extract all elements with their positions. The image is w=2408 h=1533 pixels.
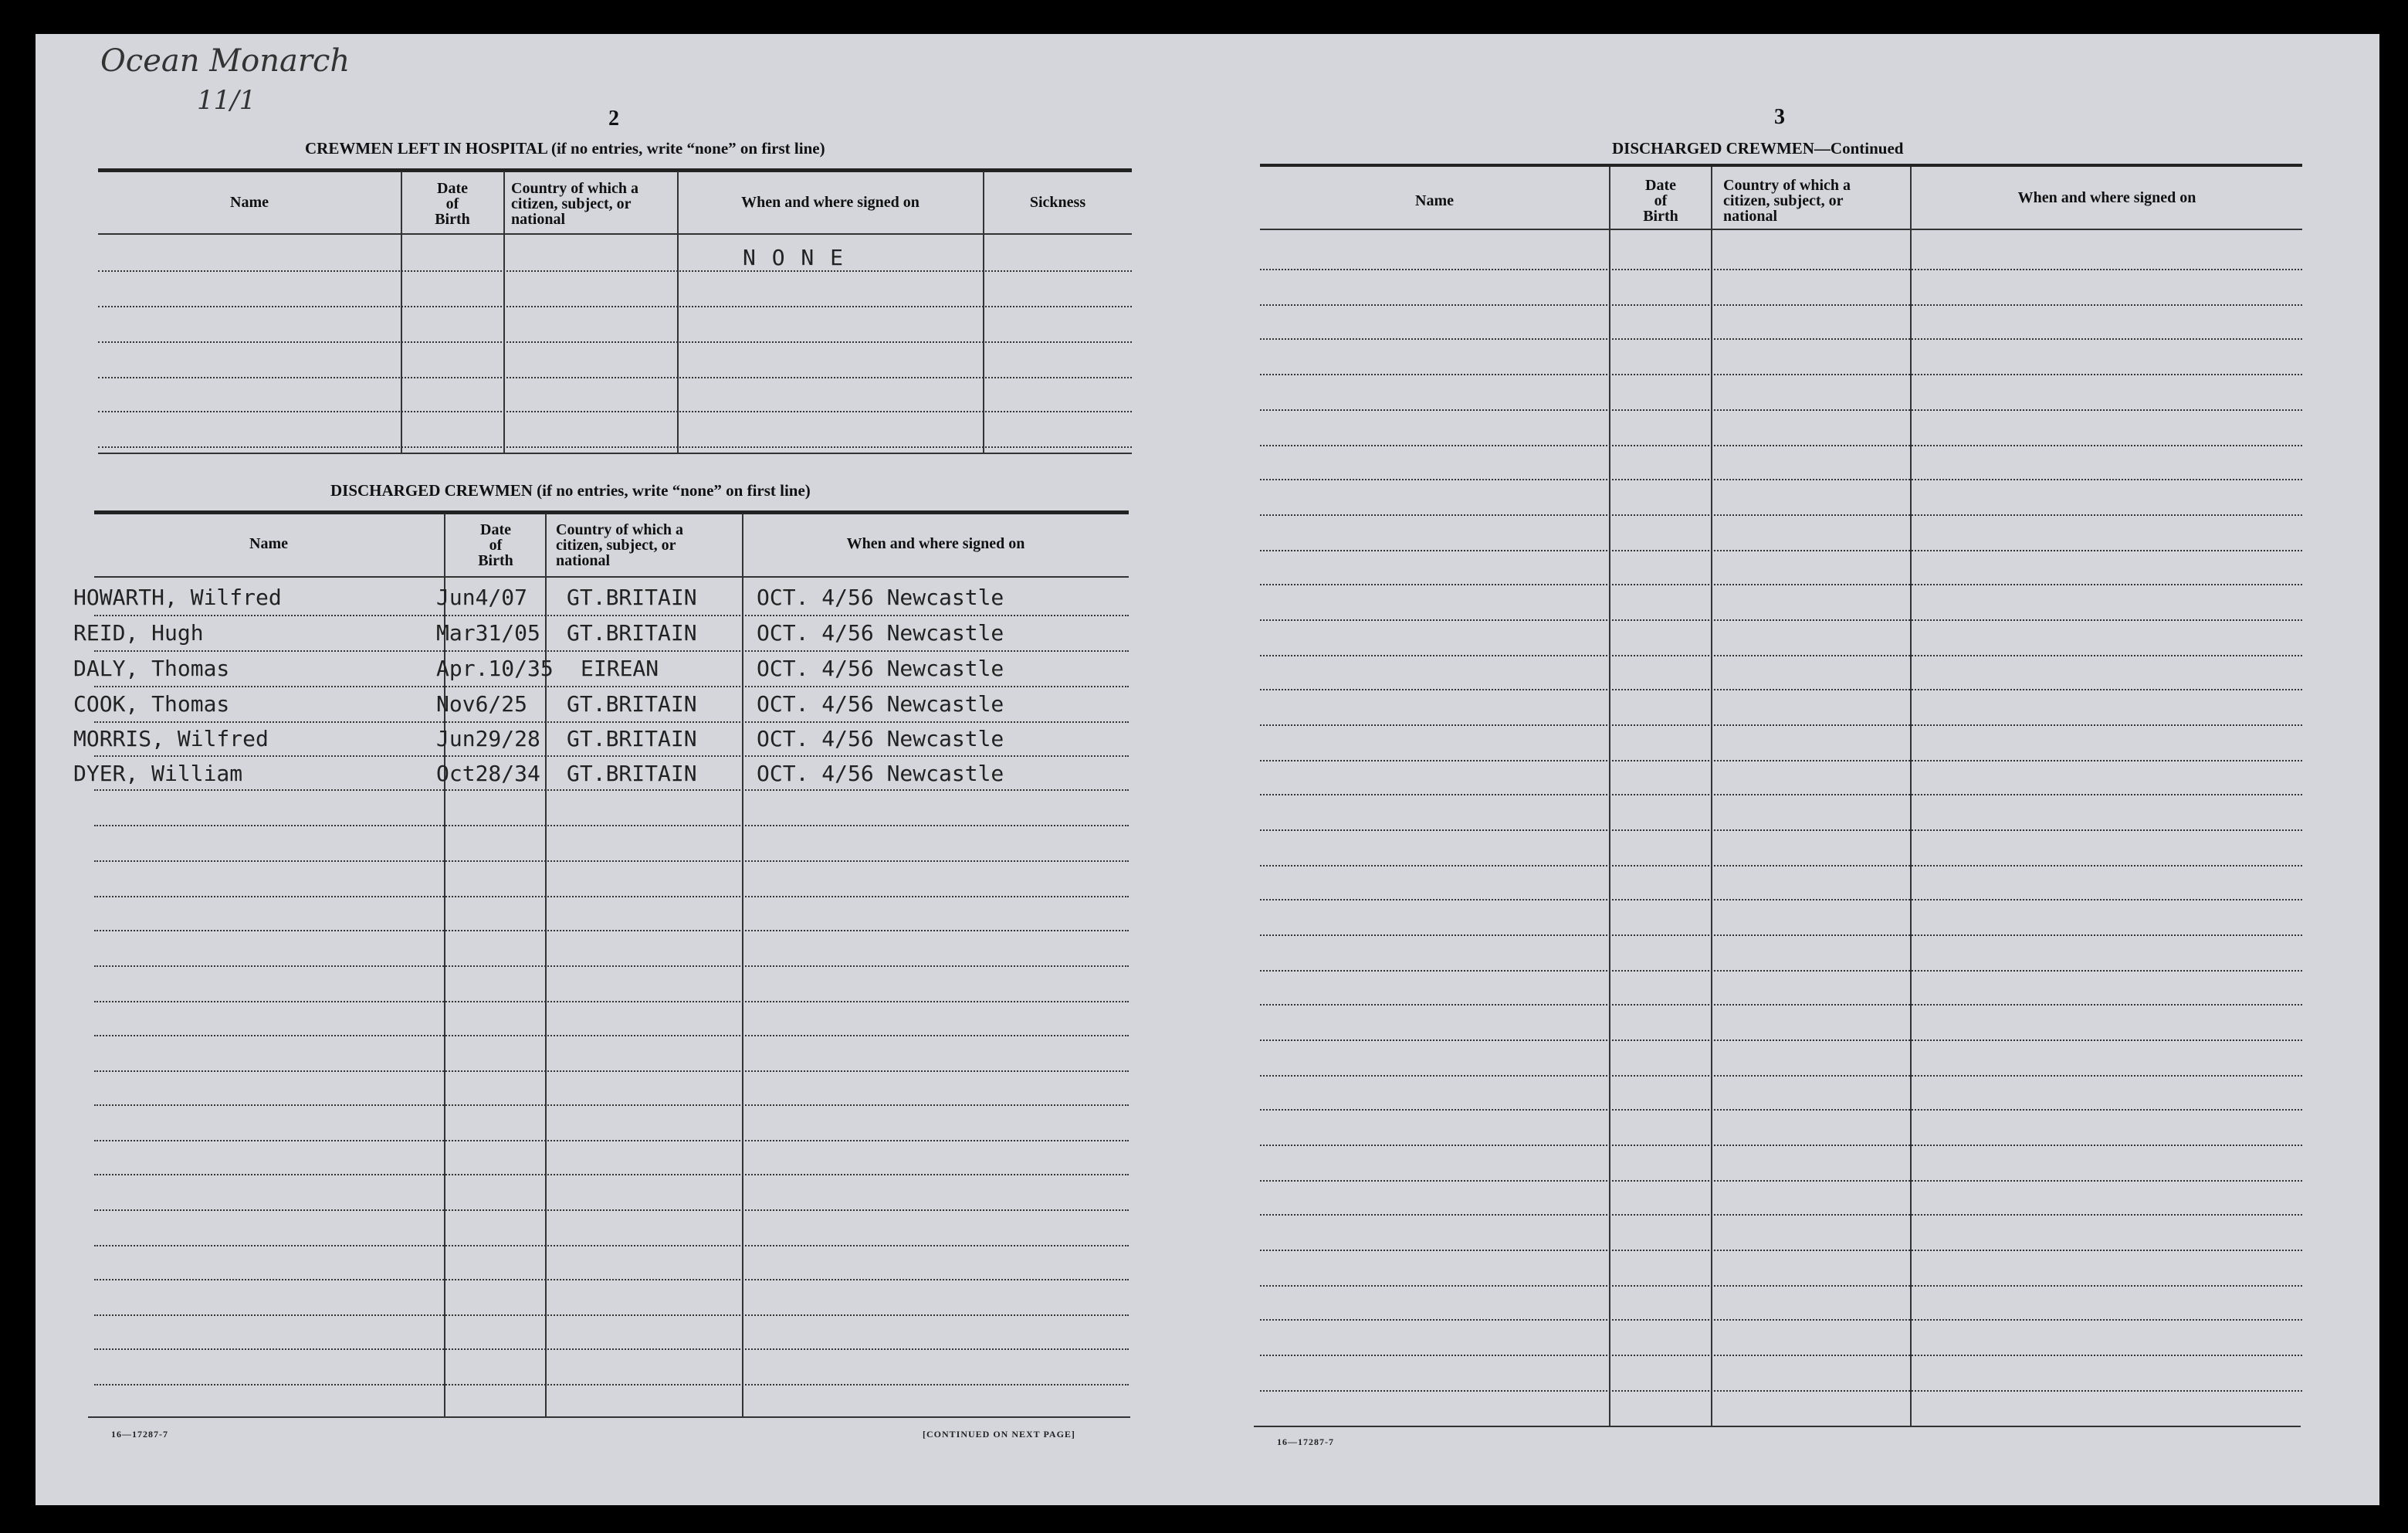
right-header-name: Name bbox=[1415, 192, 1454, 209]
discharged-dob-5: Jun29/28 bbox=[436, 726, 540, 751]
discharged-country-4: GT.BRITAIN bbox=[567, 691, 697, 717]
right-row-line bbox=[1260, 899, 2302, 900]
hospital-row-line bbox=[98, 270, 1132, 272]
hospital-row-line bbox=[98, 446, 1132, 448]
right-row-line bbox=[1260, 269, 2302, 270]
hospital-row-line bbox=[98, 341, 1132, 343]
discharged-row-line bbox=[94, 1001, 1129, 1002]
discharged-dob-6: Oct28/34 bbox=[436, 761, 540, 786]
hospital-row-line bbox=[98, 377, 1132, 378]
right-row-line bbox=[1260, 1040, 2302, 1041]
form-number-left: 16—17287-7 bbox=[111, 1429, 168, 1440]
right-row-line bbox=[1260, 584, 2302, 585]
right-row-line bbox=[1260, 1180, 2302, 1182]
right-row-line bbox=[1260, 1214, 2302, 1216]
right-row-line bbox=[1260, 1004, 2302, 1006]
right-row-line bbox=[1260, 1355, 2302, 1356]
discharged-country-3: EIREAN bbox=[581, 656, 659, 681]
discharged-row-line bbox=[94, 1140, 1129, 1141]
right-row-line bbox=[1260, 619, 2302, 621]
hospital-bottom-rule bbox=[98, 453, 1132, 454]
discharged-row-line bbox=[94, 1245, 1129, 1246]
hospital-row-line bbox=[98, 306, 1132, 307]
discharged-name-2: REID, Hugh bbox=[73, 620, 204, 646]
discharged-dob-3: Apr.10/35 bbox=[436, 656, 554, 681]
right-row-line bbox=[1260, 1075, 2302, 1077]
handwritten-number: 11/1 bbox=[197, 85, 256, 116]
discharged-name-6: DYER, William bbox=[73, 761, 243, 786]
right-row-line bbox=[1260, 1390, 2302, 1392]
discharged-signed-1: OCT. 4/56 Newcastle bbox=[757, 585, 1004, 610]
right-header-signed: When and where signed on bbox=[2017, 189, 2196, 206]
discharged-row-line bbox=[94, 930, 1129, 931]
discharged-header-dob: Date of Birth bbox=[478, 521, 513, 569]
right-row-line bbox=[1260, 865, 2302, 867]
right-col-divider bbox=[1609, 167, 1610, 1426]
discharged-row-line bbox=[94, 789, 1129, 791]
right-row-line bbox=[1260, 409, 2302, 411]
discharged-row-line bbox=[94, 965, 1129, 967]
right-row-line bbox=[1260, 760, 2302, 761]
hospital-header-sickness: Sickness bbox=[1029, 194, 1086, 211]
right-row-line bbox=[1260, 655, 2302, 656]
right-header-rule bbox=[1260, 229, 2302, 230]
discharged-row-line bbox=[94, 1209, 1129, 1211]
right-row-line bbox=[1260, 1250, 2302, 1251]
hospital-header-name: Name bbox=[230, 194, 269, 211]
right-row-line bbox=[1260, 1145, 2302, 1146]
page-number-right: 3 bbox=[1774, 105, 1785, 129]
discharged-name-5: MORRIS, Wilfred bbox=[73, 726, 269, 751]
discharged-row-line bbox=[94, 860, 1129, 862]
right-row-line bbox=[1260, 445, 2302, 446]
form-number-right: 16—17287-7 bbox=[1277, 1436, 1334, 1447]
right-row-line bbox=[1260, 1319, 2302, 1321]
discharged-row-line bbox=[94, 755, 1129, 757]
discharged-row-line bbox=[94, 1070, 1129, 1072]
discharged-header-rule bbox=[94, 576, 1129, 578]
discharged-row-line bbox=[94, 650, 1129, 652]
right-row-line bbox=[1260, 970, 2302, 972]
discharged-country-5: GT.BRITAIN bbox=[567, 726, 697, 751]
right-row-line bbox=[1260, 374, 2302, 375]
hospital-entry-none: N O N E bbox=[743, 245, 845, 270]
right-col-divider bbox=[1910, 167, 1912, 1426]
discharged-name-1: HOWARTH, Wilfred bbox=[73, 585, 282, 610]
discharged-dob-4: Nov6/25 bbox=[436, 691, 528, 717]
right-top-rule bbox=[1260, 164, 2302, 167]
discharged-country-6: GT.BRITAIN bbox=[567, 761, 697, 786]
discharged-signed-5: OCT. 4/56 Newcastle bbox=[757, 726, 1004, 751]
right-row-line bbox=[1260, 829, 2302, 831]
discharged-row-line bbox=[94, 1104, 1129, 1106]
discharged-row-line bbox=[94, 721, 1129, 723]
hospital-row-line bbox=[98, 411, 1132, 412]
discharged-row-line bbox=[94, 825, 1129, 826]
right-row-line bbox=[1260, 724, 2302, 726]
right-row-line bbox=[1260, 304, 2302, 306]
discharged-signed-2: OCT. 4/56 Newcastle bbox=[757, 620, 1004, 646]
right-row-line bbox=[1260, 514, 2302, 516]
right-row-line bbox=[1260, 479, 2302, 480]
discharged-header-signed: When and where signed on bbox=[846, 535, 1025, 552]
right-row-line bbox=[1260, 1285, 2302, 1287]
hospital-header-country: Country of which a citizen, subject, or national bbox=[511, 180, 639, 228]
discharged-top-rule bbox=[94, 510, 1129, 514]
discharged-row-line bbox=[94, 1279, 1129, 1280]
discharged-row-line bbox=[94, 1035, 1129, 1036]
discharged-signed-4: OCT. 4/56 Newcastle bbox=[757, 691, 1004, 717]
discharged-dob-2: Mar31/05 bbox=[436, 620, 540, 646]
continued-note: [CONTINUED ON NEXT PAGE] bbox=[923, 1429, 1075, 1440]
right-row-line bbox=[1260, 794, 2302, 795]
hospital-header-rule bbox=[98, 233, 1132, 235]
hospital-header-signed: When and where signed on bbox=[741, 194, 920, 211]
discharged-country-1: GT.BRITAIN bbox=[567, 585, 697, 610]
discharged-header-name: Name bbox=[249, 535, 288, 552]
right-header-country: Country of which a citizen, subject, or national bbox=[1723, 177, 1851, 225]
discharged-signed-3: OCT. 4/56 Newcastle bbox=[757, 656, 1004, 681]
discharged-dob-1: Jun4/07 bbox=[436, 585, 528, 610]
right-col-divider bbox=[1711, 167, 1712, 1426]
discharged-header-country: Country of which a citizen, subject, or national bbox=[556, 521, 684, 569]
discharged-signed-6: OCT. 4/56 Newcastle bbox=[757, 761, 1004, 786]
hospital-top-rule bbox=[98, 168, 1132, 172]
continued-section-title: DISCHARGED CREWMEN—Continued bbox=[1612, 139, 1904, 158]
discharged-bottom-rule bbox=[88, 1416, 1130, 1418]
discharged-row-line bbox=[94, 1348, 1129, 1350]
discharged-country-2: GT.BRITAIN bbox=[567, 620, 697, 646]
discharged-row-line bbox=[94, 686, 1129, 687]
discharged-name-3: DALY, Thomas bbox=[73, 656, 230, 681]
right-header-dob: Date of Birth bbox=[1643, 177, 1678, 225]
hospital-header-dob: Date of Birth bbox=[435, 180, 470, 228]
right-row-line bbox=[1260, 934, 2302, 936]
right-row-line bbox=[1260, 1109, 2302, 1111]
right-row-line bbox=[1260, 550, 2302, 551]
discharged-row-line bbox=[94, 1384, 1129, 1385]
page-number-left: 2 bbox=[608, 107, 619, 131]
discharged-row-line bbox=[94, 1314, 1129, 1316]
right-row-line bbox=[1260, 338, 2302, 340]
handwritten-ship-name: Ocean Monarch bbox=[100, 43, 351, 79]
discharged-section-title: DISCHARGED CREWMEN (if no entries, write “none” on first line) bbox=[330, 481, 811, 500]
discharged-name-4: COOK, Thomas bbox=[73, 691, 230, 717]
right-row-line bbox=[1260, 689, 2302, 690]
discharged-row-line bbox=[94, 1174, 1129, 1175]
right-bottom-rule bbox=[1254, 1426, 2301, 1427]
hospital-section-title: CREWMEN LEFT IN HOSPITAL (if no entries, write “none” on first line) bbox=[305, 139, 825, 158]
discharged-row-line bbox=[94, 615, 1129, 616]
discharged-row-line bbox=[94, 896, 1129, 897]
